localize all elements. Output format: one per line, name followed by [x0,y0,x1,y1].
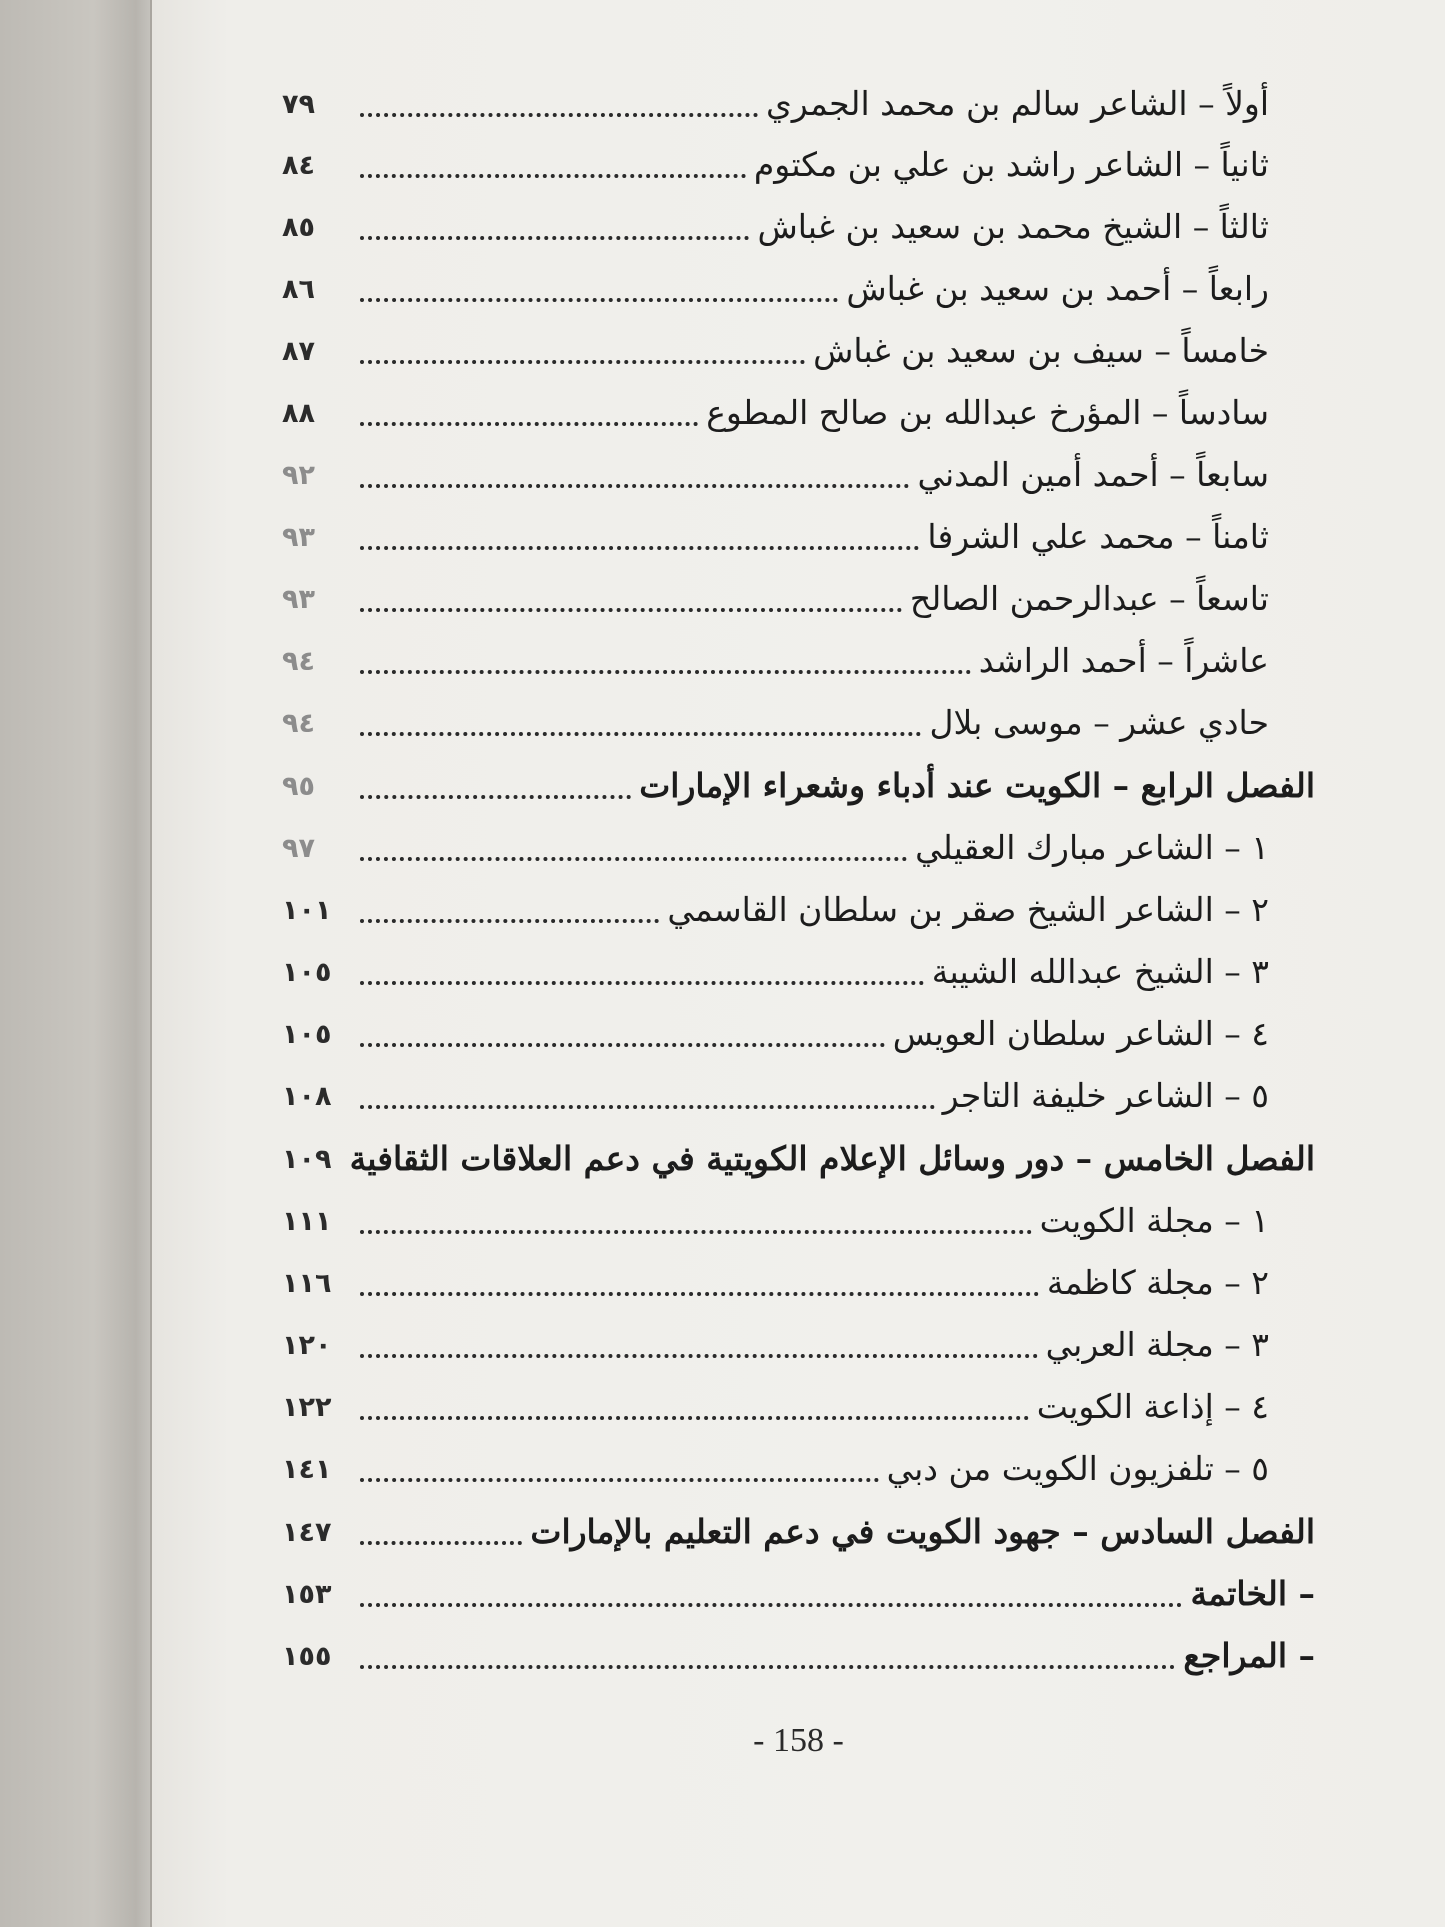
toc-entry[interactable] [282,880,1269,940]
toc-entry-page: ١٠٩ [282,1143,332,1175]
toc-entry-page: ٩٣ [282,583,315,615]
book-page [152,0,1445,1927]
toc-entry-page: ٨٥ [282,211,315,243]
dot-leader [360,1601,1182,1607]
toc-entry[interactable] [282,197,1269,257]
toc-entry-page: ٩٧ [282,832,315,864]
toc-conclusion-entry[interactable] [282,1564,1315,1624]
toc-entry-title: ٢ – الشاعر الشيخ صقر بن سلطان القاسمي [667,890,1269,929]
toc-entry-page: ٩٣ [282,521,315,553]
toc-entry-title: خامساً – سيف بن سعيد بن غباش [813,331,1269,370]
toc-entry[interactable] [282,74,1269,134]
dot-leader [360,606,902,612]
toc-chapter-entry[interactable] [282,1129,1315,1189]
toc-entry[interactable] [282,631,1269,691]
dot-leader [360,1103,935,1109]
toc-entry[interactable] [282,1004,1269,1064]
table-of-contents [152,0,1445,1927]
dot-leader [360,917,659,923]
toc-entry[interactable] [282,321,1269,381]
dot-leader [360,544,919,550]
dot-leader [360,855,907,861]
dot-leader [360,296,838,302]
toc-entry-page: ٧٩ [282,88,315,120]
toc-entry[interactable] [282,1066,1269,1126]
toc-entry-page: ١٠١ [282,894,332,926]
toc-entry-page: ١٠٨ [282,1080,332,1112]
toc-entry-title: ١ – الشاعر مبارك العقيلي [915,828,1269,867]
toc-entry-page: ١٢٠ [282,1329,332,1361]
dot-leader [360,979,924,985]
toc-entry-page: ٨٧ [282,335,315,367]
toc-entry-title: ٢ – مجلة كاظمة [1046,1263,1269,1302]
toc-entry-page: ١١١ [282,1205,332,1237]
toc-entry-title: سادساً – المؤرخ عبدالله بن صالح المطوع [706,393,1269,432]
toc-entry-title: ١ – مجلة الكويت [1039,1201,1269,1240]
toc-entry[interactable] [282,1191,1269,1251]
toc-entry-title: حادي عشر – موسى بلال [929,703,1269,742]
toc-entry[interactable] [282,1253,1269,1313]
toc-entry-title: ٥ – الشاعر خليفة التاجر [942,1076,1269,1115]
toc-entry-page: ١٥٣ [282,1578,332,1610]
toc-entry-page: ٩٥ [282,770,315,802]
dot-leader [360,358,805,364]
toc-chapter-title: – الخاتمة [1190,1574,1315,1613]
toc-entry-title: أولاً – الشاعر سالم بن محمد الجمري [765,84,1269,123]
toc-entry-page: ٩٤ [282,645,315,677]
toc-entry[interactable] [282,135,1269,195]
toc-entry-page: ٩٤ [282,707,315,739]
toc-entry[interactable] [282,693,1269,753]
dot-leader [360,1041,885,1047]
toc-chapter-title: الفصل الخامس – دور وسائل الإعلام الكويتية في دعم العلاقات الثقافية [349,1139,1315,1178]
toc-entry[interactable] [282,942,1269,1002]
dot-leader [360,1539,522,1545]
toc-entry-title: رابعاً – أحمد بن سعيد بن غباش [846,269,1269,308]
toc-entry-title: ٤ – الشاعر سلطان العويس [892,1014,1269,1053]
toc-entry-title: عاشراً – أحمد الراشد [978,641,1269,680]
toc-entry-title: ثالثاً – الشيخ محمد بن سعيد بن غباش [757,207,1269,246]
dot-leader [360,668,971,674]
toc-entry-title: ثانياً – الشاعر راشد بن علي بن مكتوم [753,145,1269,184]
dot-leader [360,234,749,240]
toc-entry[interactable] [282,818,1269,878]
toc-chapter-title: الفصل الرابع – الكويت عند أدباء وشعراء الإمارات [639,766,1315,805]
toc-entry-title: ٥ – تلفزيون الكويت من دبي [886,1449,1269,1488]
toc-entry-page: ١٠٥ [282,1018,332,1050]
dot-leader [360,1476,879,1482]
dot-leader [360,730,921,736]
toc-entry[interactable] [282,1315,1269,1375]
toc-references-entry[interactable] [282,1626,1315,1686]
toc-entry-page: ١١٦ [282,1267,332,1299]
dot-leader [360,1352,1038,1358]
toc-entry-title: سابعاً – أحمد أمين المدني [917,455,1269,494]
toc-entry-page: ٨٦ [282,273,315,305]
toc-entry-title: ٤ – إذاعة الكويت [1036,1387,1269,1426]
toc-entry-page: ١٠٥ [282,956,332,988]
dot-leader [360,420,698,426]
toc-entry-page: ١٤٧ [282,1516,332,1548]
toc-entry-title: ثامناً – محمد علي الشرفا [927,517,1269,556]
toc-entry[interactable] [282,259,1269,319]
toc-entry-page: ٨٨ [282,397,315,429]
toc-entry-page: ١٥٥ [282,1640,332,1672]
dot-leader [360,1414,1029,1420]
toc-entry-page: ١٢٢ [282,1391,332,1423]
toc-entry-title: تاسعاً – عبدالرحمن الصالح [909,579,1269,618]
toc-entry[interactable] [282,1439,1269,1499]
toc-entry-page: ١٤١ [282,1453,332,1485]
toc-chapter-title: – المراجع [1183,1636,1315,1675]
toc-entry-title: ٣ – الشيخ عبدالله الشيبة [931,952,1269,991]
toc-entry-page: ٩٢ [282,459,315,491]
dot-leader [360,1290,1039,1296]
page-number-footer: - 158 - [753,1722,844,1759]
toc-entry[interactable] [282,1377,1269,1437]
dot-leader [360,1228,1032,1234]
toc-entry[interactable] [282,383,1269,443]
toc-chapter-entry[interactable] [282,756,1315,816]
toc-entry-page: ٨٤ [282,149,315,181]
toc-entry[interactable] [282,569,1269,629]
toc-entry-title: ٣ – مجلة العربي [1045,1325,1269,1364]
dot-leader [360,111,758,117]
dot-leader [360,793,631,799]
dot-leader [360,482,909,488]
book-spine-shadow [0,0,170,1927]
toc-chapter-title: الفصل السادس – جهود الكويت في دعم التعليم بالإمارات [530,1512,1315,1551]
toc-entry[interactable] [282,445,1269,505]
toc-chapter-entry[interactable] [282,1502,1315,1562]
dot-leader [360,172,746,178]
toc-entry[interactable] [282,507,1269,567]
dot-leader [360,1663,1175,1669]
